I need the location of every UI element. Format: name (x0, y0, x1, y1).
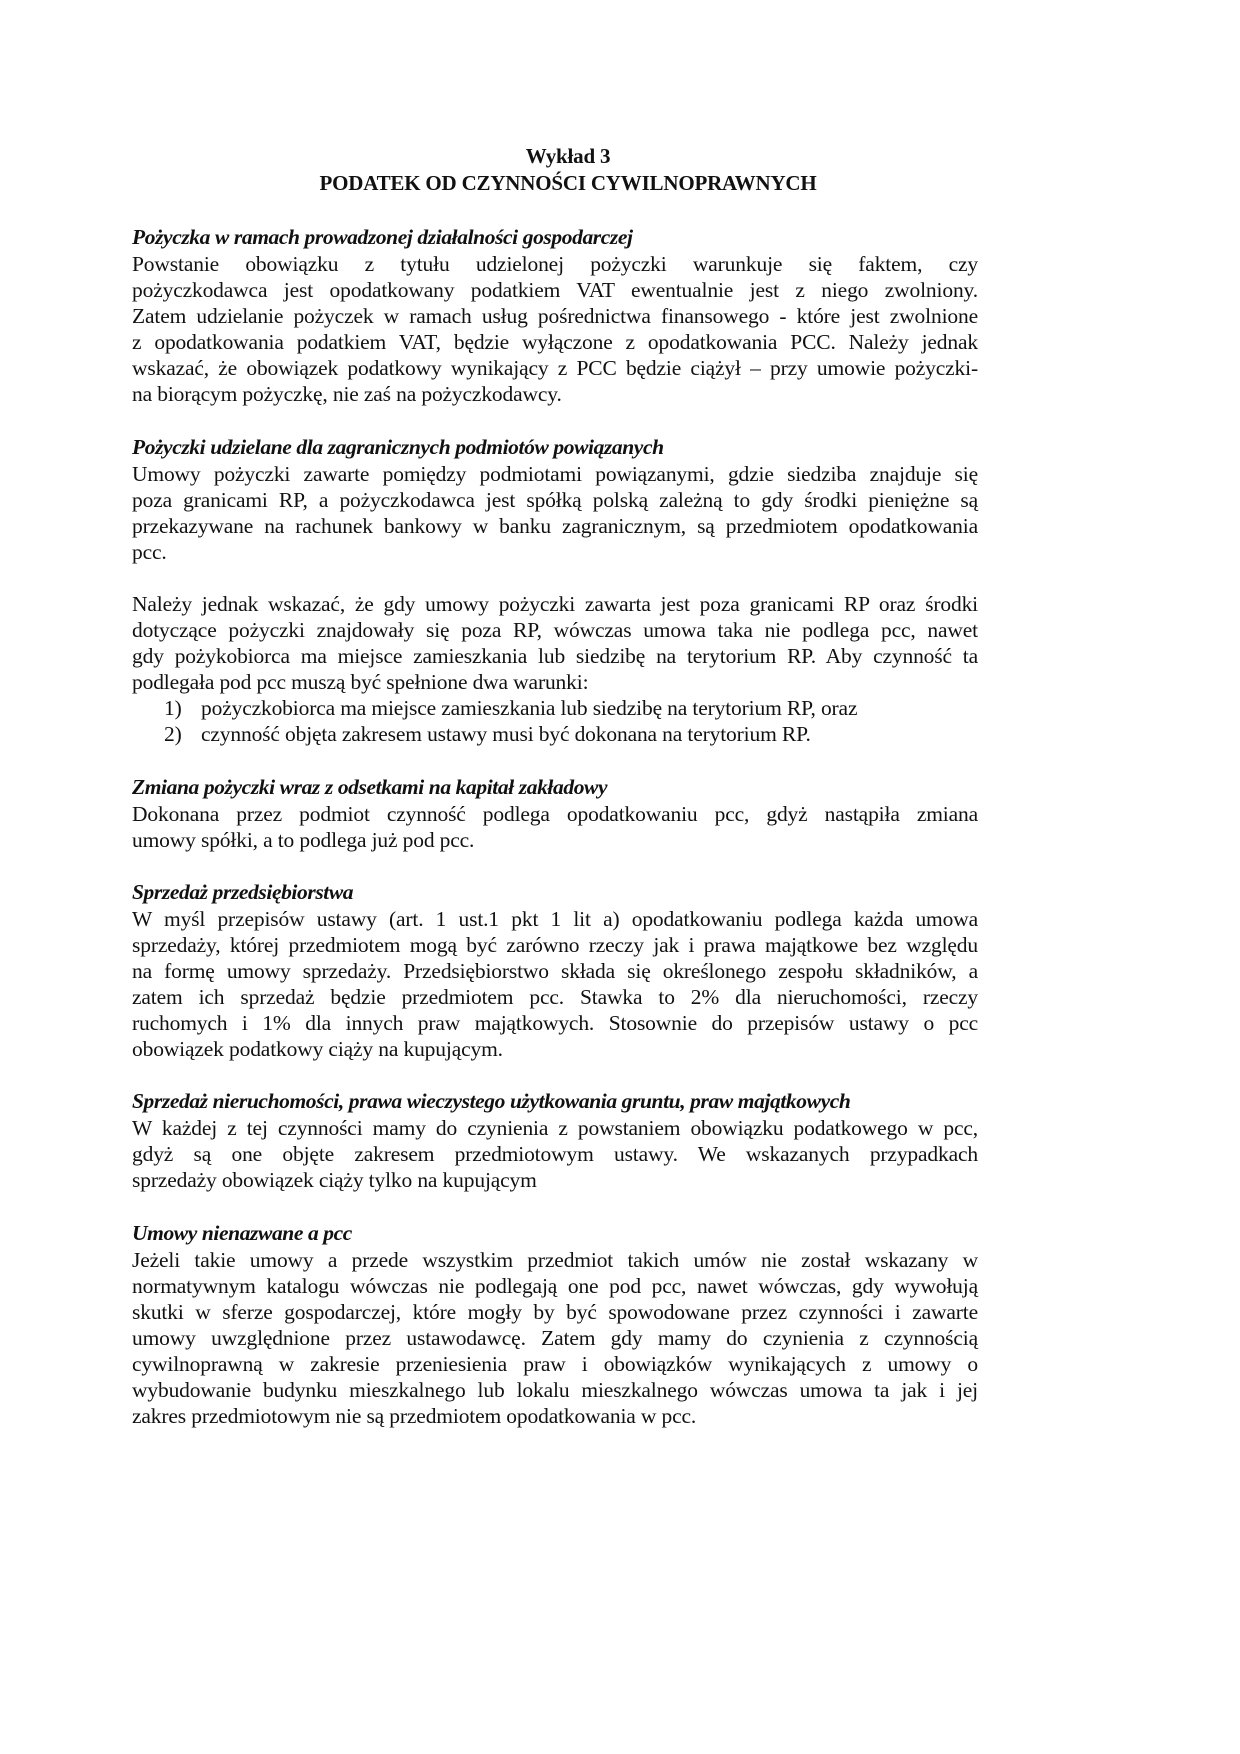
text-line: ruchomych i 1% dla innych praw majątkowych. Stosownie do przepisów ustawy o pcc (132, 1011, 978, 1036)
text-line: gdyż są one objęte zakresem przedmiotowym ustawy. We wskazanych przypadkach (132, 1142, 978, 1167)
spacer (132, 1062, 978, 1088)
text-line: umowy spółki, a to podlega już pod pcc. (132, 827, 475, 852)
list-text: czynność objęta zakresem ustawy musi być dokonana na terytorium RP. (201, 722, 811, 747)
text-line: zatem ich sprzedaż będzie przedmiotem pcc. Stawka to 2% dla nieruchomości, rzeczy (132, 984, 978, 1009)
text-line: na biorącym pożyczkę, nie zaś na pożyczkodawcy. (132, 382, 562, 407)
text-line: przekazywane na rachunek bankowy w banku zagranicznym, są przedmiotem opodatkowania (132, 513, 978, 538)
text-line: Jeżeli takie umowy a przede wszystkim przedmiot takich umów nie został wskazany w (132, 1247, 978, 1272)
text-line: wskazać, że obowiązek podatkowy wynikający z PCC będzie ciążył – przy umowie pożyczki- (132, 356, 978, 381)
text-line: Umowy pożyczki zawarte pomiędzy podmiotami powiązanymi, gdzie siedziba znajduje się (132, 461, 978, 486)
section-real-estate-sale (132, 1088, 978, 1193)
section-heading: Sprzedaż nieruchomości, prawa wieczystego użytkowania gruntu, praw majątkowych (132, 1089, 851, 1114)
lecture-number: Wykład 3 (525, 144, 611, 168)
text-line: Należy jednak wskazać, że gdy umowy pożyczki zawarta jest poza granicami RP oraz środki (132, 591, 978, 616)
section-heading: Umowy nienazwane a pcc (132, 1220, 352, 1245)
text-line: poza granicami RP, a pożyczkodawca jest spółką polską zależną to gdy środki pieniężne są (132, 487, 978, 512)
spacer (132, 408, 978, 434)
text-line: cywilnoprawną w zakresie przeniesienia praw i obowiązków wynikających z umowy o (132, 1351, 978, 1376)
paragraph (132, 1115, 978, 1193)
text-line: Powstanie obowiązku z tytułu udzielonej pożyczki warunkuje się faktem, czy (132, 252, 978, 276)
text-line: pożyczkodawca jest opodatkowany podatkiem VAT ewentualnie jest z niego zwolniony. (132, 278, 978, 303)
spacer (132, 1194, 978, 1220)
paragraph (132, 591, 978, 695)
text-line: W myśl przepisów ustawy (art. 1 ust.1 pkt 1 lit a) opodatkowaniu podlega każda umowa (132, 906, 978, 931)
list-number: 2) (164, 722, 182, 747)
text-line: Zatem udzielanie pożyczek w ramach usług pośrednictwa finansowego - które jest zwolnione (132, 304, 978, 329)
text-line: Dokonana przez podmiot czynność podlega opodatkowaniu pcc, gdyż nastąpiła zmiana (132, 801, 978, 826)
paragraph (132, 801, 978, 853)
section-heading: Pożyczka w ramach prowadzonej działalności gospodarczej (132, 225, 633, 249)
section-loan-business (132, 224, 978, 408)
text-line: dotyczące pożyczki znajdowały się poza RP, wówczas umowa taka nie podlega pcc, nawet (132, 618, 978, 643)
text-line: podlegała pod pcc muszą być spełnione dwa warunki: (132, 670, 589, 695)
text-line: skutki w sferze gospodarczej, które mogły by być spowodowane przez czynności i zawarte (132, 1299, 978, 1324)
text-line: wybudowanie budynku mieszkalnego lub lokalu mieszkalnego wówczas umowa ta jak i jej (132, 1378, 978, 1402)
text-line: gdy pożykobiorca ma miejsce zamieszkania lub siedzibę na terytorium RP. Aby czynność ta (132, 644, 978, 669)
section-enterprise-sale (132, 879, 978, 1063)
text-line: umowy uwzględnione przez ustawodawcę. Zatem gdy mamy do czynienia z czynnością (132, 1325, 978, 1350)
text-line: pcc. (132, 539, 167, 564)
text-line: zakres przedmiotowym nie są przedmiotem opodatkowania w pcc. (132, 1404, 697, 1429)
document-page (132, 143, 978, 1429)
text-line: normatywnym katalogu wówczas nie podlegają one pod pcc, nawet wówczas, gdy wywołują (132, 1273, 978, 1298)
title-block (132, 143, 978, 197)
list-text: pożyczkobiorca ma miejsce zamieszkania lub siedzibę na terytorium RP, oraz (201, 696, 858, 721)
document-title: PODATEK OD CZYNNOŚCI CYWILNOPRAWNYCH (319, 171, 817, 195)
paragraph (132, 251, 978, 408)
section-loan-to-capital (132, 774, 978, 853)
spacer (132, 565, 978, 591)
conditions-list (132, 695, 978, 747)
spacer (132, 197, 978, 224)
section-heading: Zmiana pożyczki wraz z odsetkami na kapitał zakładowy (132, 774, 608, 799)
text-line: W każdej z tej czynności mamy do czynienia z powstaniem obowiązku podatkowego w pcc, (132, 1116, 978, 1141)
list-item (164, 695, 978, 721)
section-foreign-related-loans (132, 434, 978, 748)
text-line: z opodatkowania podatkiem VAT, będzie wyłączone z opodatkowania PCC. Należy jednak (132, 330, 978, 355)
text-line: obowiązek podatkowy ciąży na kupującym. (132, 1037, 503, 1062)
section-heading: Sprzedaż przedsiębiorstwa (132, 879, 354, 904)
list-number: 1) (164, 696, 182, 721)
section-unnamed-contracts (132, 1220, 978, 1430)
list-item (164, 721, 978, 747)
text-line: sprzedaży obowiązek ciąży tylko na kupującym (132, 1168, 537, 1193)
spacer (132, 853, 978, 879)
paragraph (132, 1247, 978, 1430)
paragraph (132, 461, 978, 565)
text-line: na formę umowy sprzedaży. Przedsiębiorstwo składa się określonego zespołu składników, a (132, 958, 978, 983)
spacer (132, 748, 978, 774)
section-heading: Pożyczki udzielane dla zagranicznych podmiotów powiązanych (132, 434, 664, 459)
text-line: sprzedaży, której przedmiotem mogą być zarówno rzeczy jak i prawa majątkowe bez względu (132, 932, 978, 957)
paragraph (132, 906, 978, 1063)
